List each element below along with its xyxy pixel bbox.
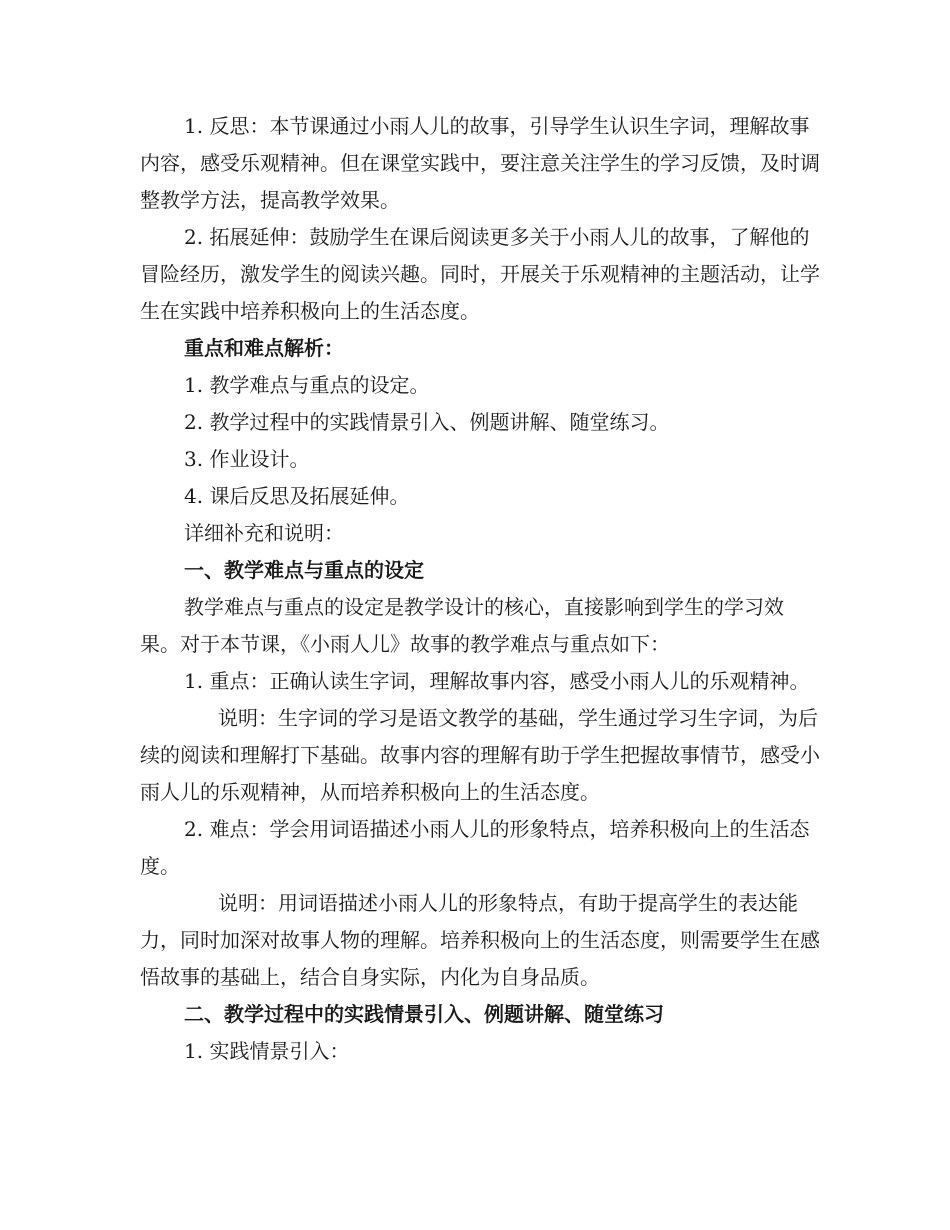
list-item: 1. 教学难点与重点的设定。 xyxy=(184,373,430,397)
paragraph-difficult-point: 2. 难点：学会用词语描述小雨人儿的形象特点，培养积极向上的生活态度。 xyxy=(140,817,810,878)
paragraph-extension: 2. 拓展延伸：鼓励学生在课后阅读更多关于小雨人儿的故事，了解他的冒险经历，激发学生的阅读兴趣。同时，开展关于乐观精神的主题活动，让学生在实践中培养积极向上的生活态度。 xyxy=(140,225,820,323)
list-item: 4. 课后反思及拓展延伸。 xyxy=(184,484,410,508)
list-item: 2. 教学过程中的实践情景引入、例题讲解、随堂练习。 xyxy=(184,410,670,434)
paragraph-key-point-explanation: 说明：生字词的学习是语文教学的基础，学生通过学习生字词，为后续的阅读和理解打下基础。故事内容的理解有助于学生把握故事情节，感受小雨人儿的乐观精神，从而培养积极向上的生活态度。 xyxy=(140,706,820,804)
paragraph-key-point: 1. 重点：正确认读生字词，理解故事内容，感受小雨人儿的乐观精神。 xyxy=(184,669,810,693)
list-item: 3. 作业设计。 xyxy=(184,447,310,471)
document-body xyxy=(140,108,820,1070)
paragraph-supplement-label: 详细补充和说明： xyxy=(184,521,344,545)
paragraph-difficult-point-explanation: 说明：用词语描述小雨人儿的形象特点，有助于提高学生的表达能力，同时加深对故事人物的理解。培养积极向上的生活态度，则需要学生在感悟故事的基础上，结合自身实际，内化为自身品质。 xyxy=(140,891,820,989)
paragraph-scenario-intro: 1. 实践情景引入： xyxy=(184,1039,350,1063)
section-heading-2: 二、教学过程中的实践情景引入、例题讲解、随堂练习 xyxy=(184,1002,664,1026)
heading-key-points-analysis: 重点和难点解析： xyxy=(184,336,344,360)
paragraph-reflection: 1. 反思：本节课通过小雨人儿的故事，引导学生认识生字词，理解故事内容，感受乐观精神。但在课堂实践中，要注意关注学生的学习反馈，及时调整教学方法，提高教学效果。 xyxy=(140,114,820,212)
paragraph-section-1-intro: 教学难点与重点的设定是教学设计的核心，直接影响到学生的学习效果。对于本节课，《小雨人儿》故事的教学难点与重点如下： xyxy=(140,595,784,656)
section-heading-1: 一、教学难点与重点的设定 xyxy=(184,558,424,582)
